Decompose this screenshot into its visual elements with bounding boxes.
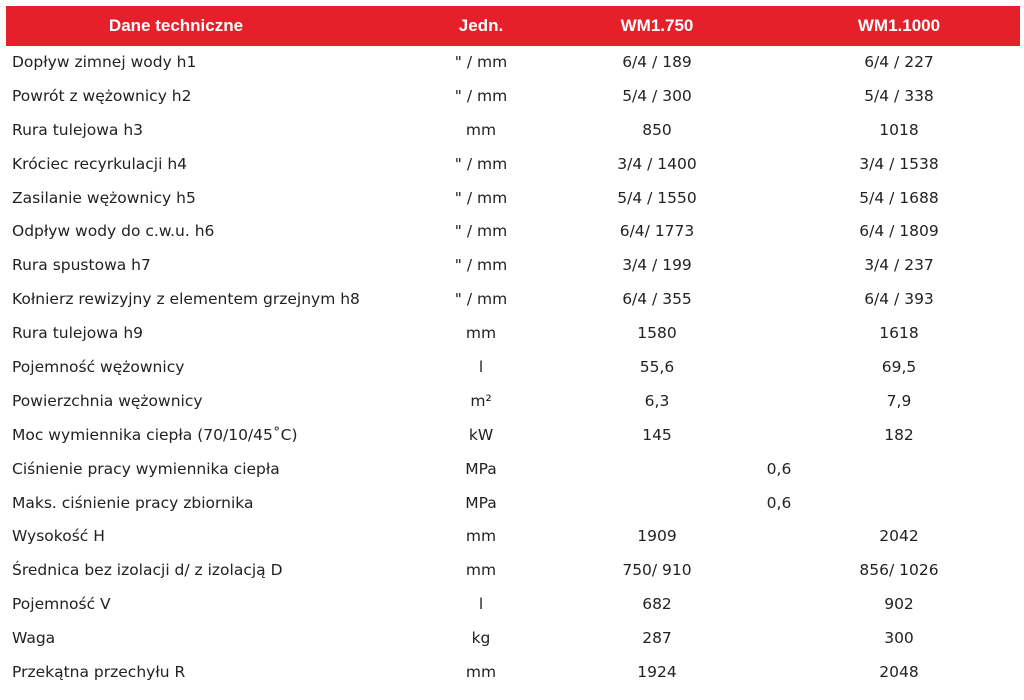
row-shared-value: 0,6 — [766, 493, 792, 512]
row-unit: mm — [465, 324, 497, 343]
row-value-model-b: 5/4 / 338 — [864, 86, 934, 105]
row-value-model-a: 5/4 / 300 — [622, 86, 692, 105]
row-value-model-b: 856/ 1026 — [859, 561, 939, 580]
row-unit: mm — [465, 120, 497, 139]
row-value-model-b: 3/4 / 1538 — [859, 154, 939, 173]
row-value-model-b: 2042 — [879, 527, 919, 546]
row-parameter-name: Pojemność V — [12, 595, 111, 614]
row-parameter-name: Powrót z wężownicy h2 — [12, 86, 192, 105]
table-row — [6, 656, 1020, 690]
table-row — [6, 114, 1020, 148]
row-parameter-name: Przekątna przechyłu R — [12, 663, 186, 682]
row-parameter-name: Ciśnienie pracy wymiennika ciepła — [12, 459, 280, 478]
row-unit: " / mm — [454, 86, 508, 105]
table-row — [6, 520, 1020, 554]
table-body — [6, 46, 1020, 690]
table-row — [6, 148, 1020, 182]
row-unit: m² — [470, 391, 492, 410]
row-value-model-a: 750/ 910 — [622, 561, 692, 580]
table-row — [6, 588, 1020, 622]
table-row — [6, 419, 1020, 453]
row-unit: " / mm — [454, 290, 508, 309]
row-parameter-name: Dopływ zimnej wody h1 — [12, 53, 197, 71]
table-row — [6, 283, 1020, 317]
row-unit: l — [478, 358, 484, 377]
row-value-model-a: 850 — [642, 120, 672, 139]
table-row — [6, 385, 1020, 419]
row-value-model-b: 182 — [884, 425, 914, 444]
row-value-model-b: 6/4 / 227 — [864, 53, 934, 71]
row-value-model-a: 682 — [642, 595, 672, 614]
row-value-model-b: 1618 — [879, 324, 919, 343]
row-unit: " / mm — [454, 53, 508, 71]
row-value-model-b: 3/4 / 237 — [864, 256, 934, 275]
row-parameter-name: Zasilanie wężownicy h5 — [12, 188, 196, 207]
row-unit: MPa — [465, 493, 497, 512]
row-unit: " / mm — [454, 256, 508, 275]
row-unit: l — [478, 595, 484, 614]
table-row — [6, 317, 1020, 351]
row-value-model-b: 300 — [884, 629, 914, 648]
row-value-model-b: 69,5 — [881, 358, 917, 377]
header-unit: Jedn. — [458, 16, 504, 35]
table-header — [6, 6, 1020, 46]
row-value-model-a: 6/4 / 189 — [622, 53, 692, 71]
row-unit: kg — [471, 629, 491, 648]
row-unit: " / mm — [454, 188, 508, 207]
row-parameter-name: Pojemność wężownicy — [12, 358, 185, 377]
row-unit: MPa — [465, 459, 497, 478]
row-value-model-b: 7,9 — [886, 391, 912, 410]
row-value-model-a: 1909 — [637, 527, 677, 546]
table-row — [6, 554, 1020, 588]
row-unit: mm — [465, 527, 497, 546]
row-parameter-name: Króciec recyrkulacji h4 — [12, 154, 188, 173]
row-value-model-b: 6/4 / 393 — [864, 290, 934, 309]
table-row — [6, 215, 1020, 249]
row-value-model-a: 6/4 / 355 — [622, 290, 692, 309]
row-parameter-name: Kołnierz rewizyjny z elementem grzejnym h8 — [12, 290, 360, 309]
technical-data-table — [6, 6, 1020, 690]
row-unit: mm — [465, 663, 497, 682]
row-value-model-b: 1018 — [879, 120, 919, 139]
row-value-model-a: 1924 — [637, 663, 677, 682]
row-parameter-name: Moc wymiennika ciepła (70/10/45˚C) — [12, 425, 298, 444]
row-parameter-name: Odpływ wody do c.w.u. h6 — [12, 222, 215, 241]
table-row — [6, 351, 1020, 385]
row-value-model-a: 287 — [642, 629, 672, 648]
row-value-model-a: 6/4/ 1773 — [619, 222, 695, 241]
row-value-model-a: 1580 — [637, 324, 677, 343]
row-parameter-name: Rura spustowa h7 — [12, 256, 151, 275]
row-parameter-name: Maks. ciśnienie pracy zbiornika — [12, 493, 254, 512]
header-model-a: WM1.750 — [620, 16, 694, 35]
table-row — [6, 182, 1020, 216]
row-value-model-b: 2048 — [879, 663, 919, 682]
row-unit: mm — [465, 561, 497, 580]
row-unit: " / mm — [454, 154, 508, 173]
header-parameter: Dane techniczne — [108, 16, 244, 35]
row-value-model-a: 145 — [642, 425, 672, 444]
table-row — [6, 46, 1020, 80]
row-value-model-b: 902 — [884, 595, 914, 614]
row-shared-value: 0,6 — [766, 459, 792, 478]
row-value-model-a: 3/4 / 1400 — [617, 154, 697, 173]
table-row — [6, 487, 1020, 521]
table-row — [6, 622, 1020, 656]
row-parameter-name: Waga — [12, 629, 56, 648]
row-parameter-name: Wysokość H — [12, 527, 105, 546]
row-parameter-name: Rura tulejowa h3 — [12, 120, 144, 139]
row-parameter-name: Powierzchnia wężownicy — [12, 391, 203, 410]
table-row — [6, 80, 1020, 114]
table-row — [6, 249, 1020, 283]
row-value-model-a: 3/4 / 199 — [622, 256, 692, 275]
row-unit: " / mm — [454, 222, 508, 241]
table-row — [6, 453, 1020, 487]
row-value-model-b: 6/4 / 1809 — [859, 222, 939, 241]
row-value-model-a: 55,6 — [639, 358, 675, 377]
row-parameter-name: Średnica bez izolacji d/ z izolacją D — [12, 561, 283, 580]
row-value-model-a: 5/4 / 1550 — [617, 188, 697, 207]
row-value-model-b: 5/4 / 1688 — [859, 188, 939, 207]
header-model-b: WM1.1000 — [857, 16, 941, 35]
row-parameter-name: Rura tulejowa h9 — [12, 324, 144, 343]
row-unit: kW — [468, 425, 494, 444]
row-value-model-a: 6,3 — [644, 391, 670, 410]
